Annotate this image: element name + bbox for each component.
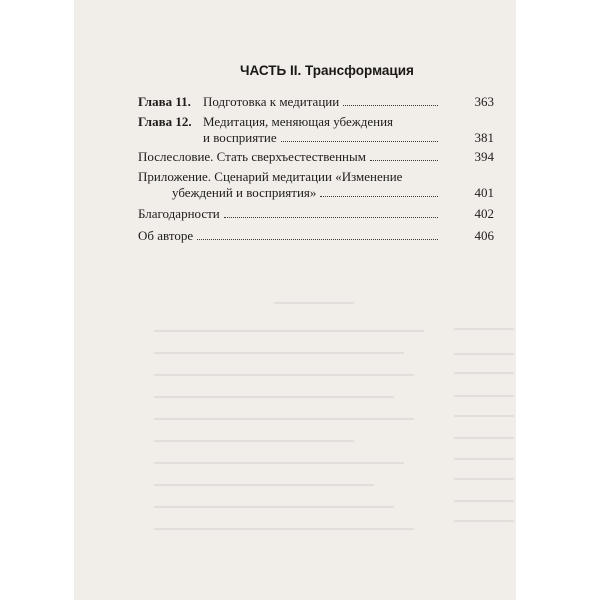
dot-leader [320, 196, 438, 197]
section-title: Благодарности [138, 206, 220, 221]
page-number: 394 [474, 149, 494, 164]
page-number: 381 [474, 130, 494, 145]
dot-leader [343, 105, 438, 106]
dot-leader [197, 239, 438, 240]
page-number: 402 [474, 206, 494, 221]
toc-entry[interactable] [138, 149, 494, 165]
chapter-label: Глава 12. [138, 114, 192, 129]
chapter-title-line: Медитация, меняющая убеждения [203, 114, 394, 129]
toc-entry[interactable] [138, 228, 494, 244]
dot-leader [281, 141, 438, 142]
section-title-line: Приложение. Сценарий медитации «Изменение [138, 169, 403, 184]
page-number: 406 [474, 228, 494, 243]
page-number: 401 [474, 185, 494, 200]
toc-entry[interactable] [138, 206, 494, 222]
part-title: ЧАСТЬ II. Трансформация [240, 63, 414, 78]
chapter-title: Подготовка к медитации [203, 94, 340, 109]
chapter-title-line: и восприятие [203, 130, 277, 145]
section-title-line: убеждений и восприятия» [172, 185, 317, 200]
page-number: 363 [474, 94, 494, 109]
dot-leader [370, 160, 438, 161]
toc-entry[interactable] [138, 169, 494, 201]
toc-entry[interactable] [138, 94, 494, 110]
bleed-through-text [74, 0, 516, 600]
chapter-label: Глава 11. [138, 94, 191, 109]
toc-entry[interactable] [138, 114, 494, 146]
dot-leader [224, 217, 438, 218]
section-title: Послесловие. Стать сверхъестественным [138, 149, 366, 164]
book-page [74, 0, 516, 600]
section-title: Об авторе [138, 228, 194, 243]
